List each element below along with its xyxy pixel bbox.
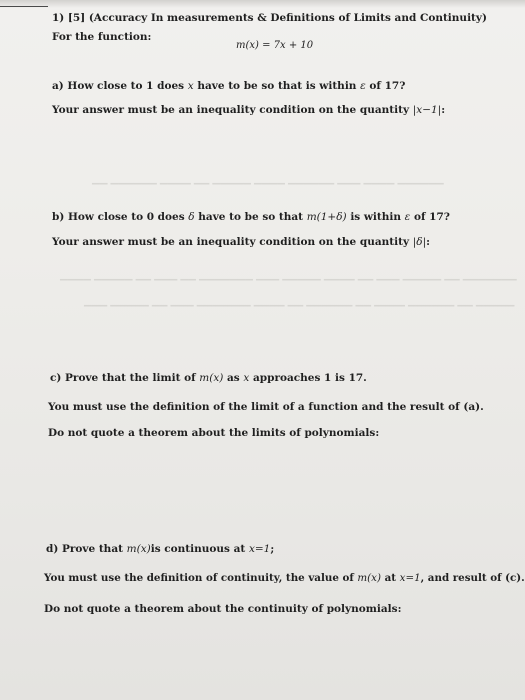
part-b-expression: m(1+δ)	[306, 211, 347, 223]
semicolon: ;	[270, 543, 275, 555]
part-c-expression: m(x)	[199, 372, 224, 384]
part-a-question-middle: have to be so that is within	[197, 80, 357, 92]
part-c-question-end: approaches 1 is 17.	[252, 372, 367, 384]
var-delta: δ	[188, 211, 195, 223]
part-d-instruction-2: Do not quote a theorem about the continuity of polynomials:	[44, 603, 402, 615]
var-epsilon: ε	[360, 80, 366, 92]
part-b-question-start: b) How close to 0 does	[52, 211, 185, 223]
part-b-question-end: of 17?	[413, 211, 450, 223]
part-b-instruction	[52, 236, 430, 248]
part-a-quantity: |x−1|	[412, 104, 442, 116]
top-rule	[0, 6, 48, 7]
part-c-question	[50, 372, 367, 384]
part-b-question-middle: have to be so that	[198, 211, 304, 223]
part-d-condition: x=1	[248, 543, 271, 555]
part-b-instruction-text: Your answer must be an inequality condition on the quantity	[52, 236, 410, 248]
problem-title: 1) [5] (Accuracy In measurements & Definitions of Limits and Continuity)	[52, 12, 487, 24]
part-c-question-as: as	[227, 372, 240, 384]
part-d-instruction-condition: x=1	[399, 572, 421, 584]
part-a-instruction-text: Your answer must be an inequality condition on the quantity	[52, 104, 410, 116]
part-c-instruction-2: Do not quote a theorem about the limits of polynomials:	[48, 427, 380, 439]
formula-text: m(x) = 7x + 10	[236, 40, 314, 51]
part-d-instruction-at: at	[384, 572, 397, 584]
part-c-question-start: c) Prove that the limit of	[50, 372, 196, 384]
for-function-label: For the function:	[52, 31, 152, 43]
part-d-instruction-start: You must use the definition of continuity, the value of	[44, 572, 354, 584]
part-d-question	[46, 543, 274, 555]
part-a-question	[52, 80, 405, 92]
show-through-text: ▁▁▁▁ ▁▁▁▁▁ ▁▁ ▁▁▁ ▁▁ ▁▁▁▁▁▁▁ ▁▁▁ ▁▁▁▁▁ ▁▁▁▁ ▁▁ ▁▁▁ ▁▁▁▁▁ ▁▁ ▁▁▁▁▁▁▁	[60, 270, 517, 281]
show-through-text: ▁▁ ▁▁▁▁▁▁ ▁▁▁▁ ▁▁ ▁▁▁▁▁ ▁▁▁▁ ▁▁▁▁▁▁ ▁▁▁ ▁▁▁▁ ▁▁▁▁▁▁	[92, 174, 444, 185]
part-d-question-start: d) Prove that	[46, 543, 123, 555]
part-a-question-start: a) How close to 1 does	[52, 80, 185, 92]
var-x: x	[187, 80, 194, 92]
var-x: x	[243, 372, 250, 384]
part-d-instruction-1	[44, 572, 525, 584]
part-b-quantity: |δ|	[412, 236, 427, 248]
part-a-question-end: of 17?	[369, 80, 406, 92]
show-through-text: ▁▁▁ ▁▁▁▁▁ ▁▁ ▁▁▁ ▁▁▁▁▁▁▁ ▁▁▁▁ ▁▁ ▁▁▁▁▁▁ ▁▁ ▁▁▁▁ ▁▁▁▁▁▁ ▁▁ ▁▁▁▁▁	[84, 296, 515, 307]
page-edge	[0, 0, 525, 8]
var-epsilon: ε	[404, 211, 411, 223]
part-c-instruction-1: You must use the definition of the limit of a function and the result of (a).	[48, 401, 484, 413]
function-formula	[236, 40, 313, 51]
part-b-question	[52, 211, 450, 223]
part-d-instruction-end: , and result of (c).	[420, 572, 525, 584]
part-d-expression: m(x)	[126, 543, 151, 555]
part-d-instruction-expression: m(x)	[357, 572, 382, 584]
part-d-question-mid: is continuous at	[150, 543, 246, 555]
part-b-question-within: is within	[350, 211, 402, 223]
part-a-instruction	[52, 104, 445, 116]
colon: :	[441, 104, 446, 116]
colon: :	[426, 236, 431, 248]
